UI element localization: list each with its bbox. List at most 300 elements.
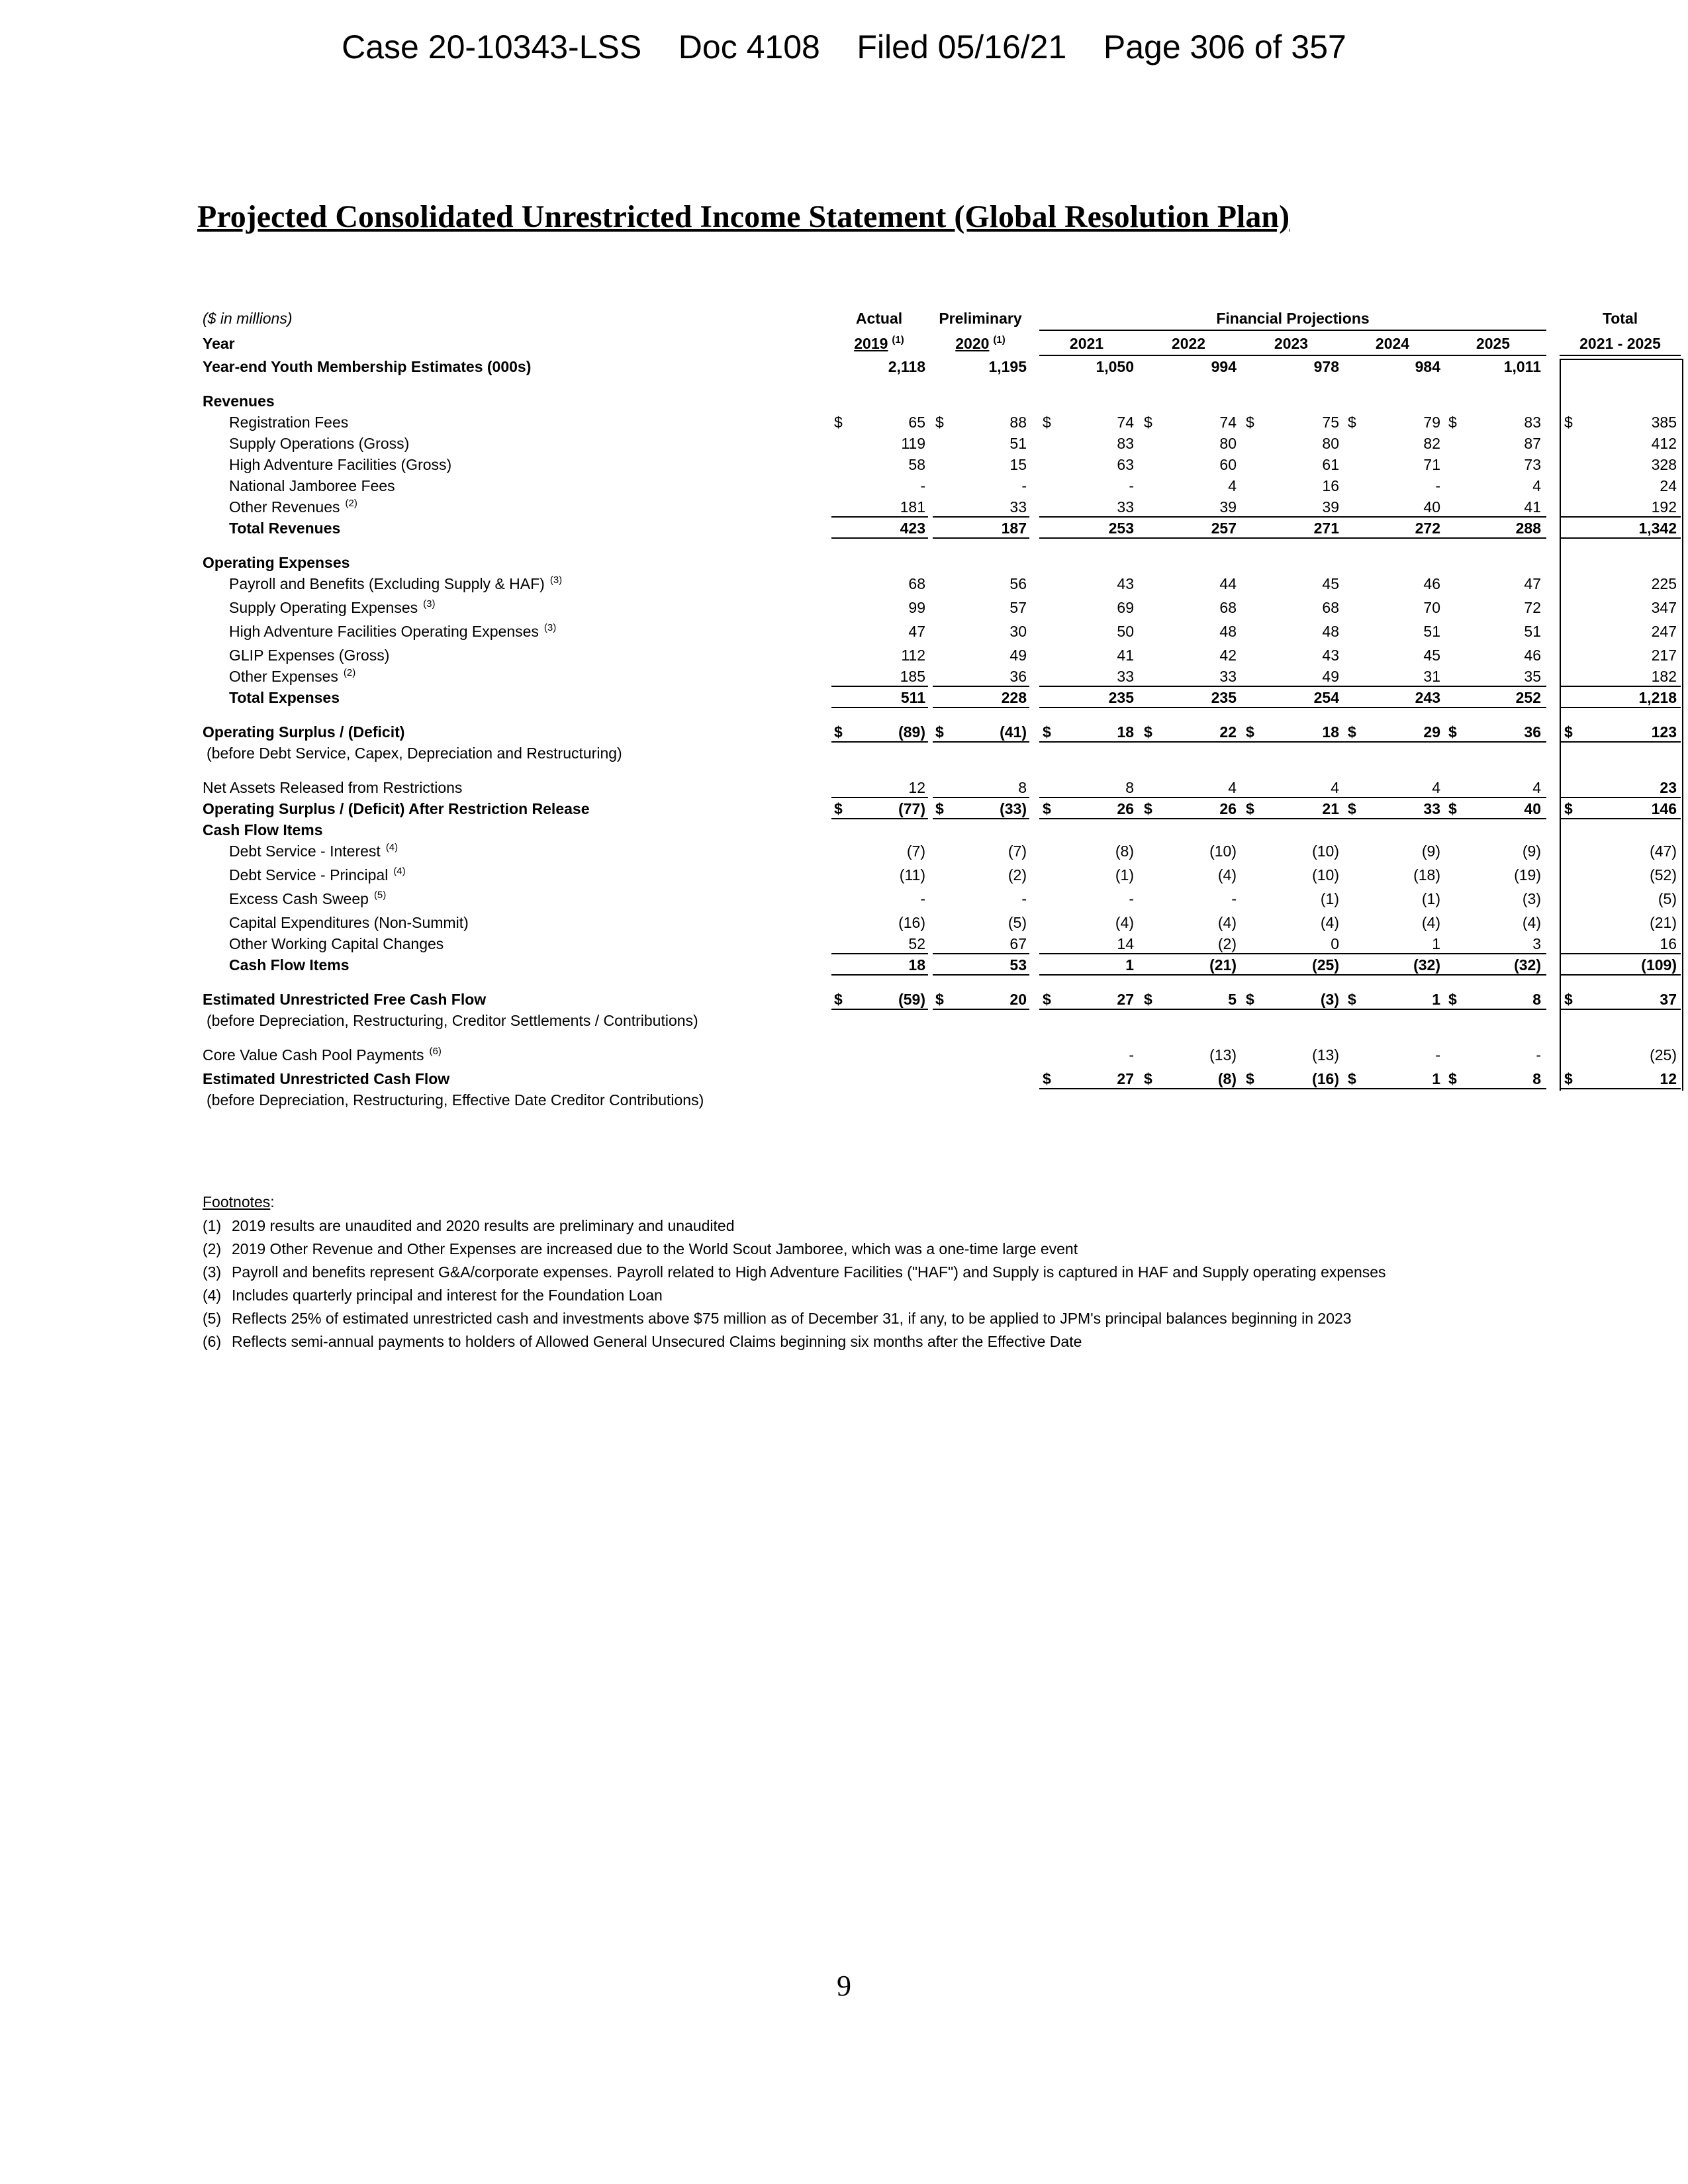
currency-symbol: $	[1043, 800, 1051, 817]
cell-value: (10)	[1312, 866, 1339, 884]
row-label	[229, 475, 395, 496]
year-header-text: 2024	[1375, 335, 1410, 352]
currency-symbol: $	[834, 723, 843, 741]
case-header: Case 20-10343-LSS Doc 4108 Filed 05/16/21 Page 306 of 357	[342, 28, 1346, 66]
cell-value: (3)	[1320, 991, 1339, 1008]
row-label	[203, 819, 322, 841]
cell-value: 45	[1423, 647, 1440, 664]
currency-symbol: $	[1043, 414, 1051, 431]
footnote-ref: (3)	[543, 622, 557, 634]
currency-symbol: $	[1348, 1070, 1356, 1087]
footnote-item	[197, 1331, 1495, 1354]
cell-value: 185	[900, 668, 925, 685]
cell-value: (4)	[1115, 914, 1134, 931]
cell-value: 4	[1228, 779, 1237, 796]
cell-value: (16)	[1312, 1070, 1339, 1087]
cell-value: 22	[1219, 723, 1237, 741]
currency-symbol: $	[935, 414, 944, 431]
table-row	[197, 798, 1677, 819]
cell-value: 57	[1009, 599, 1027, 616]
table-row	[197, 552, 1495, 573]
row-label-text: Estimated Unrestricted Cash Flow	[203, 1070, 450, 1087]
cell-value: (16)	[898, 914, 925, 931]
row-label-text: Cash Flow Items	[203, 821, 323, 839]
cell-value: (10)	[1312, 842, 1339, 860]
year-footnote-ref: (1)	[993, 334, 1006, 346]
row-label	[229, 645, 389, 666]
footnote-text: 2019 Other Revenue and Other Expenses are increased due to the World Scout Jamboree, which was a one-time large event	[232, 1240, 1078, 1257]
table-row	[197, 356, 1541, 377]
row-label-text: Operating Surplus / (Deficit) After Restriction Release	[203, 800, 590, 817]
cell-value: 49	[1009, 647, 1027, 664]
cell-value: 15	[1009, 456, 1027, 473]
cell-value: 79	[1423, 414, 1440, 431]
cell-value: -	[920, 890, 925, 907]
footnote-ref: (2)	[345, 498, 357, 510]
cell-value: 36	[1524, 723, 1541, 741]
cell-value: 347	[1651, 599, 1677, 616]
cell-value: (77)	[898, 800, 925, 817]
row-label-text: Core Value Cash Pool Payments	[203, 1046, 424, 1064]
year-header-6	[1445, 331, 1541, 356]
year-header-text: 2022	[1171, 335, 1206, 352]
col-group-actual: Actual	[855, 310, 903, 327]
cell-value: (8)	[1115, 842, 1134, 860]
row-label	[229, 621, 556, 642]
cell-value: 247	[1651, 623, 1677, 640]
footnote-ref: (6)	[429, 1046, 442, 1058]
row-label	[203, 390, 275, 412]
table-row	[197, 597, 1677, 621]
footnote-text: Payroll and benefits represent G&A/corporate expenses. Payroll related to High Adventure Facilities ("HAF") and Supply is captured in HAF and Supply operating expenses	[232, 1263, 1386, 1281]
cell-value: (32)	[1413, 956, 1440, 974]
cell-value: 51	[1009, 435, 1027, 452]
cell-value: 37	[1660, 991, 1677, 1008]
cell-value: 44	[1219, 575, 1237, 592]
cell-value: 51	[1423, 623, 1440, 640]
cell-value: (7)	[906, 842, 925, 860]
cell-value: 423	[900, 520, 925, 537]
currency-symbol: $	[1144, 1070, 1152, 1087]
cell-value: 26	[1117, 800, 1134, 817]
cell-value: 16	[1660, 935, 1677, 952]
table-row	[197, 1044, 1677, 1068]
cell-value: 252	[1515, 689, 1541, 706]
year-header-2	[1039, 331, 1134, 356]
currency-symbol: $	[834, 414, 843, 431]
footnote-ref: (2)	[343, 667, 356, 679]
cell-value: 272	[1415, 520, 1440, 537]
table-row	[197, 841, 1677, 864]
row-label-text: Cash Flow Items	[229, 956, 350, 974]
cell-value: 18	[1322, 723, 1339, 741]
row-label	[203, 721, 404, 743]
cell-value: 33	[1009, 498, 1027, 516]
row-label	[229, 496, 357, 518]
cell-value: 50	[1117, 623, 1134, 640]
cell-value: (4)	[1320, 914, 1339, 931]
row-label-text: Estimated Unrestricted Free Cash Flow	[203, 991, 487, 1008]
footnote-ref: (5)	[373, 889, 387, 901]
cell-value: 46	[1524, 647, 1541, 664]
cell-value: 14	[1117, 935, 1134, 952]
cell-value: 123	[1651, 723, 1677, 741]
footnotes: Footnotes: (1) 2019 results are unaudited and 2020 results are preliminary and unaudited (2) 2019 Other Revenue and Other Expenses are increased due to the World Scout Jamboree, which was a one-time large event (3) Payroll and benefits represent G&A/corporate expenses. Payroll related to High Adventure Facilities ("HAF") and Supply is captured in HAF and Supply operating expenses (4) Includes quarterly principal and interest for the Foundation Loan (5) Reflects 25% of estimated unrestricted cash and investments above $75 million as of December 31, if any, to be applied to JPM's principal balances beginning in 2023 (6) Reflects semi-annual payments to holders of Allowed General Unsecured Claims beginning six months after the Effective Date	[197, 1191, 1495, 1354]
footnote-ref: (3)	[423, 598, 436, 610]
row-label-text: Capital Expenditures (Non-Summit)	[229, 914, 469, 931]
cell-value: 288	[1515, 520, 1541, 537]
cell-value: 271	[1313, 520, 1339, 537]
cell-value: (2)	[1217, 935, 1237, 952]
table-row	[197, 496, 1677, 518]
table-row	[197, 864, 1677, 888]
cell-value: 1	[1125, 956, 1134, 974]
spacer	[197, 377, 1495, 390]
cell-value: (59)	[898, 991, 925, 1008]
cell-value: 45	[1322, 575, 1339, 592]
table-row	[197, 518, 1677, 539]
cell-value: (2)	[1008, 866, 1027, 884]
cell-value: 978	[1313, 358, 1339, 375]
year-header-text: 2025	[1476, 335, 1511, 352]
currency-symbol: $	[1246, 723, 1254, 741]
currency-symbol: $	[1246, 1070, 1254, 1087]
cell-value: 47	[908, 623, 925, 640]
table-row	[197, 743, 1495, 764]
currency-symbol: $	[834, 800, 843, 817]
row-label	[203, 777, 462, 798]
cell-value: 33	[1117, 498, 1134, 516]
row-label-text: Operating Surplus / (Deficit)	[203, 723, 405, 741]
table-row	[197, 912, 1677, 933]
currency-symbol: $	[1144, 414, 1152, 431]
currency-symbol: $	[1564, 1070, 1573, 1087]
cell-value: 69	[1117, 599, 1134, 616]
footnote-item	[197, 1238, 1495, 1261]
cell-value: 994	[1211, 358, 1237, 375]
cell-value: 46	[1423, 575, 1440, 592]
cell-value: (9)	[1522, 842, 1541, 860]
cell-value: 72	[1524, 599, 1541, 616]
cell-value: 74	[1219, 414, 1237, 431]
cell-value: 36	[1009, 668, 1027, 685]
footnote-item	[197, 1285, 1495, 1308]
footnote-ref: (3)	[549, 574, 563, 586]
table-row	[197, 1068, 1677, 1089]
currency-symbol: $	[1144, 991, 1152, 1008]
cell-value: -	[1435, 1046, 1440, 1064]
cell-value: 4	[1331, 779, 1339, 796]
year-header-4	[1243, 331, 1339, 356]
cell-value: 217	[1651, 647, 1677, 664]
cell-value: 4	[1228, 477, 1237, 494]
cell-value: 23	[1660, 779, 1677, 796]
cell-value: 254	[1313, 689, 1339, 706]
cell-value: (25)	[1312, 956, 1339, 974]
cell-value: 27	[1117, 991, 1134, 1008]
footnote-number: (4)	[203, 1287, 222, 1304]
row-label-text: Revenues	[203, 392, 275, 410]
currency-symbol: $	[834, 991, 843, 1008]
currency-symbol: $	[935, 723, 944, 741]
row-label-text: Year-end Youth Membership Estimates (000s)	[203, 358, 532, 375]
table-row	[197, 687, 1677, 708]
year-header-7	[1560, 331, 1681, 356]
cell-value: (3)	[1522, 890, 1541, 907]
row-label-text: Supply Operating Expenses	[229, 599, 418, 616]
cell-value: 67	[1009, 935, 1027, 952]
cell-value: (1)	[1320, 890, 1339, 907]
cell-value: 412	[1651, 435, 1677, 452]
currency-symbol: $	[1448, 1070, 1457, 1087]
table-row	[197, 954, 1677, 976]
row-label-text: Debt Service - Interest	[229, 842, 381, 860]
cell-value: 1	[1432, 991, 1440, 1008]
cell-value: 33	[1117, 668, 1134, 685]
cell-value: 29	[1423, 723, 1440, 741]
row-label	[229, 912, 469, 933]
cell-value: 1,050	[1096, 358, 1134, 375]
year-header-text: 2021	[1069, 335, 1104, 352]
table-row	[197, 989, 1677, 1010]
cell-value: 48	[1322, 623, 1339, 640]
cell-value: 40	[1524, 800, 1541, 817]
cell-value: (89)	[898, 723, 925, 741]
cell-value: 99	[908, 599, 925, 616]
cell-value: (52)	[1650, 866, 1677, 884]
cell-value: 4	[1532, 779, 1541, 796]
cell-value: 181	[900, 498, 925, 516]
cell-value: 328	[1651, 456, 1677, 473]
spacer	[197, 764, 1495, 777]
cell-value: 385	[1651, 414, 1677, 431]
footnote-text: 2019 results are unaudited and 2020 results are preliminary and unaudited	[232, 1217, 735, 1234]
table-row	[197, 621, 1677, 645]
row-label-text: Supply Operations (Gross)	[229, 435, 410, 452]
cell-value: 112	[901, 647, 925, 664]
cell-value: (47)	[1650, 842, 1677, 860]
cell-value: 49	[1322, 668, 1339, 685]
cell-value: 33	[1423, 800, 1440, 817]
cell-value: 1,342	[1638, 520, 1677, 537]
row-label	[229, 687, 340, 708]
year-header-text: 2021 - 2025	[1579, 335, 1661, 352]
cell-value: 146	[1651, 800, 1677, 817]
currency-symbol: $	[935, 991, 944, 1008]
year-footnote-ref: (1)	[892, 334, 904, 346]
table-row	[197, 573, 1677, 597]
cell-value: (13)	[1209, 1046, 1237, 1064]
row-label-text: Other Revenues	[229, 498, 340, 516]
row-label	[207, 1089, 704, 1111]
col-group-projections: Financial Projections	[1216, 310, 1370, 327]
spacer	[197, 1031, 1495, 1044]
cell-value: 41	[1117, 647, 1134, 664]
units-label: ($ in millions)	[203, 310, 293, 327]
footnote-item	[197, 1261, 1495, 1285]
currency-symbol: $	[1448, 800, 1457, 817]
cell-value: 83	[1117, 435, 1134, 452]
cell-value: 16	[1322, 477, 1339, 494]
cell-value: -	[1021, 477, 1027, 494]
table-row	[197, 1010, 1495, 1031]
row-label-text: National Jamboree Fees	[229, 477, 395, 494]
table-row	[197, 666, 1677, 687]
cell-value: 26	[1219, 800, 1237, 817]
cell-value: 1,218	[1638, 689, 1677, 706]
cell-value: (41)	[1000, 723, 1027, 741]
table-row	[197, 777, 1677, 798]
cell-value: 63	[1117, 456, 1134, 473]
row-label	[207, 1010, 698, 1031]
cell-value: 73	[1524, 456, 1541, 473]
cell-value: -	[1129, 1046, 1134, 1064]
cell-value: 40	[1423, 498, 1440, 516]
row-label-text: Excess Cash Sweep	[229, 890, 369, 907]
cell-value: 74	[1117, 414, 1134, 431]
cell-value: (19)	[1514, 866, 1541, 884]
row-label-text: Debt Service - Principal	[229, 866, 389, 884]
cell-value: 33	[1219, 668, 1237, 685]
cell-value: (21)	[1209, 956, 1237, 974]
footnotes-title: Footnotes	[203, 1193, 271, 1210]
currency-symbol: $	[1564, 723, 1573, 741]
cell-value: 82	[1423, 435, 1440, 452]
cell-value: (11)	[899, 866, 925, 884]
row-label	[207, 743, 622, 764]
total-column-box	[1560, 359, 1683, 1091]
table-row	[197, 721, 1677, 743]
row-label	[229, 454, 451, 475]
cell-value: 42	[1219, 647, 1237, 664]
footnote-number: (1)	[203, 1217, 222, 1234]
cell-value: (32)	[1514, 956, 1541, 974]
footnote-ref: (4)	[385, 842, 399, 854]
cell-value: -	[1021, 890, 1027, 907]
cell-value: 18	[1117, 723, 1134, 741]
table-row	[197, 412, 1677, 433]
currency-symbol: $	[1043, 991, 1051, 1008]
cell-value: 39	[1219, 498, 1237, 516]
cell-value: 24	[1660, 477, 1677, 494]
row-label	[229, 933, 444, 954]
row-label-text: (before Depreciation, Restructuring, Effective Date Creditor Contributions)	[207, 1091, 704, 1109]
row-label-text: Total Expenses	[229, 689, 340, 706]
cell-value: 235	[1108, 689, 1134, 706]
cell-value: 192	[1651, 498, 1677, 516]
cell-value: -	[1231, 890, 1237, 907]
cell-value: 18	[908, 956, 925, 974]
cell-value: 61	[1322, 456, 1339, 473]
cell-value: (4)	[1522, 914, 1541, 931]
cell-value: 47	[1524, 575, 1541, 592]
row-label-text: Other Expenses	[229, 668, 338, 685]
currency-symbol: $	[1144, 800, 1152, 817]
cell-value: 228	[1001, 689, 1027, 706]
currency-symbol: $	[1448, 991, 1457, 1008]
row-label	[229, 864, 406, 886]
footnote-text: Includes quarterly principal and interest for the Foundation Loan	[232, 1287, 663, 1304]
cell-value: 8	[1125, 779, 1134, 796]
cell-value: (1)	[1421, 890, 1440, 907]
cell-value: 243	[1415, 689, 1440, 706]
cell-value: 12	[908, 779, 925, 796]
cell-value: 1	[1432, 935, 1440, 952]
row-label-text: Payroll and Benefits (Excluding Supply & HAF)	[229, 575, 545, 592]
header-groups-row	[197, 306, 1638, 331]
footnote-number: (2)	[203, 1240, 222, 1257]
row-label-text: High Adventure Facilities Operating Expenses	[229, 623, 539, 640]
total-year-rule	[1560, 355, 1681, 356]
cell-value: 60	[1219, 456, 1237, 473]
currency-symbol: $	[1144, 723, 1152, 741]
cell-value: 56	[1009, 575, 1027, 592]
year-row	[197, 331, 1661, 356]
cell-value: -	[920, 477, 925, 494]
footnote-item	[197, 1215, 1495, 1238]
cell-value: (18)	[1413, 866, 1440, 884]
cell-value: 1,195	[988, 358, 1027, 375]
row-label	[229, 433, 409, 454]
footnote-item	[197, 1308, 1495, 1331]
cell-value: (9)	[1421, 842, 1440, 860]
row-label	[203, 1044, 442, 1066]
table-row	[197, 888, 1677, 912]
cell-value: 31	[1423, 668, 1440, 685]
currency-symbol: $	[1448, 723, 1457, 741]
currency-symbol: $	[1246, 414, 1254, 431]
cell-value: 1	[1432, 1070, 1440, 1087]
cell-value: 4	[1432, 779, 1440, 796]
table-row	[197, 454, 1677, 475]
row-label	[203, 552, 350, 573]
cell-value: 2,118	[888, 358, 925, 375]
cell-value: (109)	[1641, 956, 1677, 974]
cell-value: 4	[1532, 477, 1541, 494]
cell-value: 53	[1009, 956, 1027, 974]
row-label	[229, 412, 348, 433]
cell-value: -	[1435, 477, 1440, 494]
row-label-text: Operating Expenses	[203, 554, 350, 571]
cell-value: 119	[901, 435, 925, 452]
row-label-text: Net Assets Released from Restrictions	[203, 779, 463, 796]
footnote-number: (3)	[203, 1263, 222, 1281]
footnote-number: (6)	[203, 1333, 222, 1350]
table-body	[197, 356, 1677, 1111]
cell-value: 52	[908, 935, 925, 952]
cell-value: 51	[1524, 623, 1541, 640]
row-label	[229, 666, 355, 687]
row-label	[229, 841, 398, 862]
year-header-text: 2019	[854, 335, 888, 352]
cell-value: 21	[1322, 800, 1339, 817]
cell-value: 71	[1423, 456, 1440, 473]
cell-value: 182	[1651, 668, 1677, 685]
cell-value: 68	[1219, 599, 1237, 616]
cell-value: 8	[1532, 991, 1541, 1008]
cell-value: 187	[1001, 520, 1027, 537]
table-row	[197, 933, 1677, 954]
row-label	[203, 989, 486, 1010]
row-label	[203, 356, 531, 377]
currency-symbol: $	[1246, 800, 1254, 817]
cell-value: 88	[1009, 414, 1027, 431]
year-header-3	[1141, 331, 1237, 356]
cell-value: 27	[1117, 1070, 1134, 1087]
cell-value: 70	[1423, 599, 1440, 616]
row-label	[203, 798, 590, 819]
table-row	[197, 475, 1677, 496]
